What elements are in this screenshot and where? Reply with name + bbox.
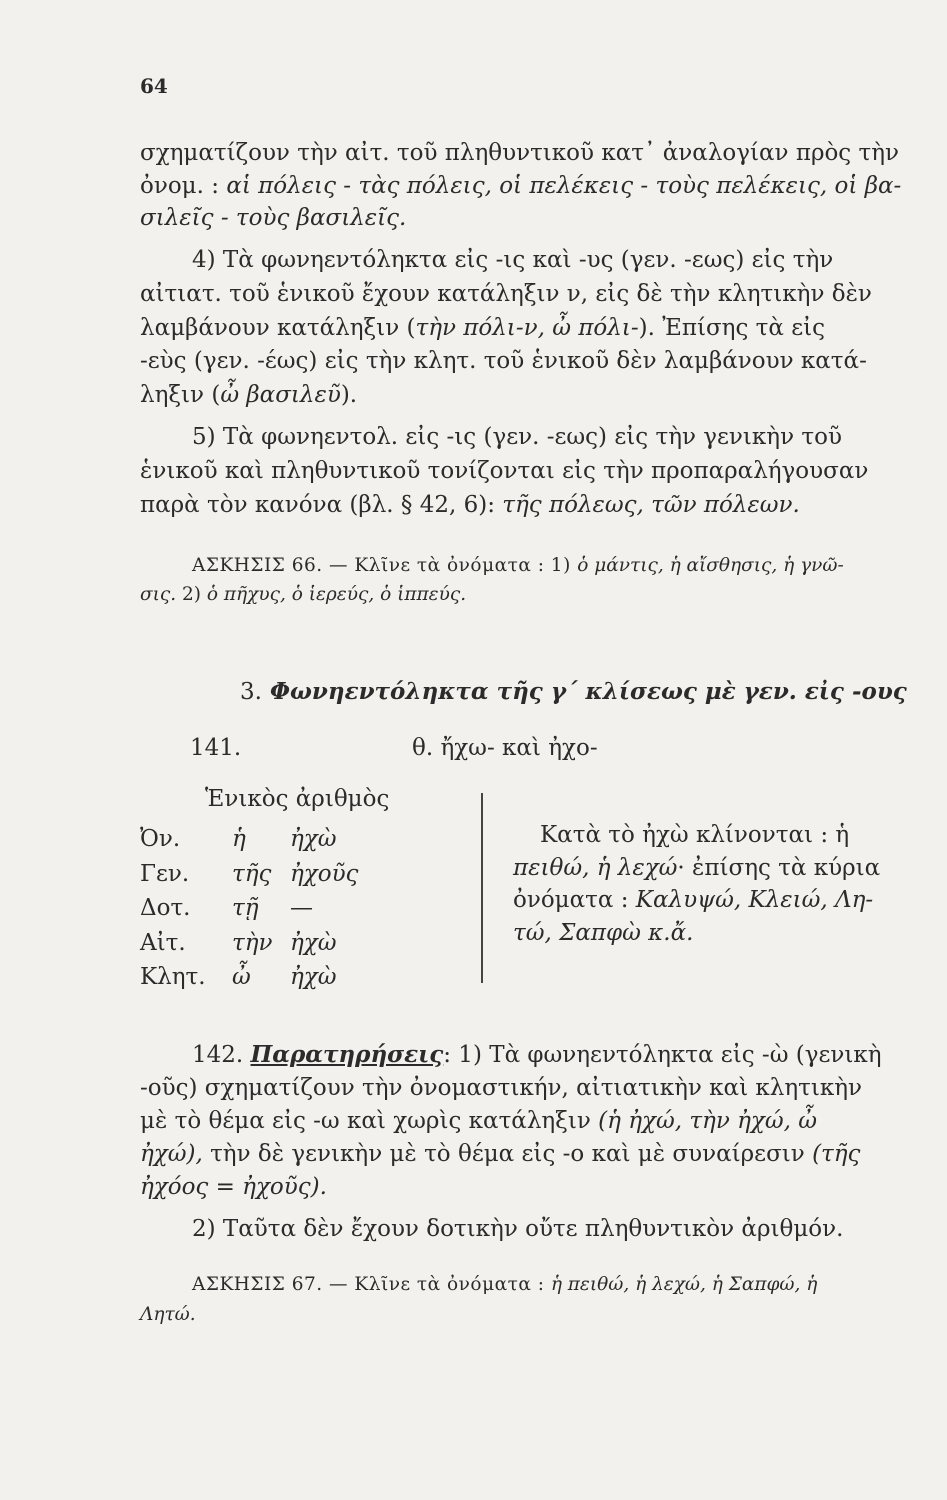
para142-line3: [140, 1106, 880, 1136]
para4-line2: [140, 279, 880, 309]
case-column: [140, 826, 206, 999]
para142-heading: Παρατηρήσεις: [250, 1041, 444, 1068]
para1-line2-a: ὀνομ. :: [140, 173, 227, 199]
form-cell: ἠχὼ: [290, 964, 337, 990]
exercise67-line2: [140, 1300, 880, 1330]
case-label: Ὀν.: [140, 826, 181, 852]
section-heading: [240, 678, 907, 705]
para142-line4-b: τὴν δὲ γενικὴν μὲ τὸ θέμα εἰς -ο καὶ μὲ συναίρεσιν: [202, 1141, 813, 1167]
para142-line2-text: -οῦς) σχηματίζουν τὴν ὀνομαστικήν, αἰτιατικὴν καὶ κλητικὴν: [140, 1075, 863, 1101]
para5-line3-a: παρὰ τὸν κανόνα (βλ. § 42, 6):: [140, 492, 503, 518]
paradigm-number: 141.: [190, 735, 242, 761]
column-divider: [481, 793, 483, 983]
exercise66-line2-a: σις.: [140, 584, 177, 605]
case-label: Κλητ.: [140, 964, 206, 990]
para4-line5-b: ὦ βασιλεῦ: [220, 382, 341, 408]
para5-line1: [192, 422, 880, 452]
para142-line3-b: (ἡ ἠχώ, τὴν ἠχώ, ὦ: [598, 1108, 817, 1134]
paradigm-note-line2-a: πειθώ, ἡ λεχώ: [513, 855, 678, 881]
article-cell: ὦ: [232, 964, 251, 990]
article-cell: τῆς: [232, 860, 272, 887]
para1-line1-text: σχηματίζουν τὴν αἰτ. τοῦ πληθυντικοῦ κατ᾽ ἀναλογίαν πρὸς τὴν: [140, 140, 899, 166]
para4-line4-text: -εὺς (γεν. -έως) εἰς τὴν κλητ. τοῦ ἑνικοῦ δὲν λαμβάνουν κατά-: [140, 348, 867, 374]
para142-line4-c: (τῆς: [812, 1141, 861, 1167]
article-cell: τὴν: [232, 929, 273, 956]
para4-line3-b: τὴν πόλι-ν, ὦ πόλι-: [415, 315, 639, 341]
para1-line3: [140, 203, 880, 233]
para5-line1-text: 5) Τὰ φωνηεντολ. εἰς -ις (γεν. -εως) εἰς τὴν γενικὴν τοῦ: [192, 424, 842, 450]
paradigm-note-line4: τώ, Σαπφὼ κ.ἄ.: [513, 920, 694, 946]
section-title: Φωνηεντόληκτα τῆς γ΄ κλίσεως μὲ γεν. εἰς -ους: [269, 678, 907, 705]
para4-line3-a: λαμβάνουν κατάληξιν (: [140, 315, 416, 341]
para142-line5: [140, 1172, 880, 1202]
para142-line3-a: μὲ τὸ θέμα εἰς -ω καὶ χωρὶς κατάληξιν: [140, 1108, 599, 1134]
paradigm-note-line3-a: ὀνόματα :: [513, 887, 636, 913]
para4-line3-c: ). Ἐπίσης τὰ εἰς: [638, 315, 826, 341]
case-label: Γεν.: [140, 860, 190, 887]
para142-number: 142.: [192, 1042, 251, 1068]
para4-line1: [192, 245, 880, 275]
exercise67-line1: [192, 1270, 880, 1300]
exercise66-line2: [140, 580, 880, 610]
para5-line2-text: ἑνικοῦ καὶ πληθυντικοῦ τονίζονται εἰς τὴν προπαραλήγουσαν: [140, 458, 869, 484]
para1-line1: [140, 138, 899, 168]
exercise66-line2-c: ὁ πῆχυς, ὁ ἱερεύς, ὁ ἱππεύς.: [206, 584, 467, 605]
para5-line3-b: τῆς πόλεως, τῶν πόλεων.: [502, 492, 800, 518]
para142-line4: [140, 1139, 880, 1169]
paradigm-title-text: θ. ἤχω- καὶ ἠχο-: [412, 735, 598, 761]
para1-line2-b: αἱ πόλεις - τὰς πόλεις, οἱ πελέκεις - τοὺς πελέκεις, οἱ βα-: [226, 173, 902, 199]
exercise66-line2-b: 2): [176, 584, 207, 605]
para142-line1: [192, 1040, 880, 1070]
para1-line2: [140, 171, 902, 201]
form-cell: —: [290, 895, 313, 921]
exercise67-label: ΑΣΚΗΣΙΣ 67. — Κλῖνε τὰ ὀνόματα :: [192, 1274, 551, 1295]
paradigm-title: [412, 735, 598, 761]
form-cell: ἠχοῦς: [290, 860, 359, 887]
para4-line5: [140, 380, 880, 410]
exercise66-line1-b: ὁ μάντις, ἡ αἴσθησις, ἡ γνῶ-: [577, 555, 844, 576]
exercise66-label: ΑΣΚΗΣΙΣ 66. — Κλῖνε τὰ ὀνόματα : 1): [192, 555, 578, 576]
paradigm-note-line3: [513, 887, 873, 913]
article-cell: ἡ: [232, 826, 246, 852]
paradigm-note-line2-b: · ἐπίσης τὰ κύρια: [677, 855, 881, 881]
para142-point2: [192, 1214, 880, 1244]
para142-point2-text: 2) Ταῦτα δὲν ἔχουν δοτικὴν οὔτε πληθυντικὸν ἀριθμόν.: [192, 1216, 844, 1242]
paradigm-subheading: Ἑνικὸς ἀριθμὸς: [205, 786, 390, 812]
para142-line1-c: : 1) Τὰ φωνηεντόληκτα εἰς -ὼ (γενικὴ: [443, 1042, 882, 1068]
para4-line3: [140, 313, 880, 343]
article-column: [232, 826, 273, 999]
para4-line4: [140, 346, 880, 376]
case-label: Δοτ.: [140, 895, 191, 921]
form-column: [290, 826, 358, 999]
paradigm-note-line1: [540, 822, 849, 848]
para4-line5-a: ληξιν (: [140, 382, 221, 408]
paradigm-note-line1-text: Κατὰ τὸ ἠχὼ κλίνονται : ἡ: [540, 822, 850, 848]
para142-line2: [140, 1073, 880, 1103]
article-cell: τῇ: [232, 895, 259, 921]
section-number: 3.: [240, 679, 262, 705]
paradigm-note-line3-b: Καλυψώ, Κλειώ, Λη-: [635, 887, 874, 913]
para142-line5-text: ἠχόος = ἠχοῦς).: [140, 1174, 327, 1200]
exercise67-line1-b: ἡ πειθώ, ἡ λεχώ, ἡ Σαπφώ, ἡ: [550, 1274, 818, 1295]
para142-line4-a: ἠχώ),: [140, 1141, 203, 1167]
form-cell: ἠχὼ: [290, 929, 337, 956]
paradigm-note-line2: [513, 855, 880, 881]
para4-line5-c: ).: [340, 382, 358, 408]
para4-line1-text: 4) Τὰ φωνηεντόληκτα εἰς -ις καὶ -υς (γεν. -εως) εἰς τὴν: [192, 247, 834, 273]
para1-line3-text: σιλεῖς - τοὺς βασιλεῖς.: [140, 205, 407, 231]
para5-line2: [140, 456, 880, 486]
form-cell: ἠχὼ: [290, 826, 337, 852]
para5-line3: [140, 490, 880, 520]
case-label: Αἰτ.: [140, 929, 186, 956]
page-number: 64: [140, 74, 168, 98]
para4-line2-text: αἰτιατ. τοῦ ἑνικοῦ ἔχουν κατάληξιν ν, εἰς δὲ τὴν κλητικὴν δὲν: [140, 281, 872, 307]
exercise66-line1: [192, 551, 880, 581]
exercise67-line2-text: Λητώ.: [140, 1304, 196, 1325]
